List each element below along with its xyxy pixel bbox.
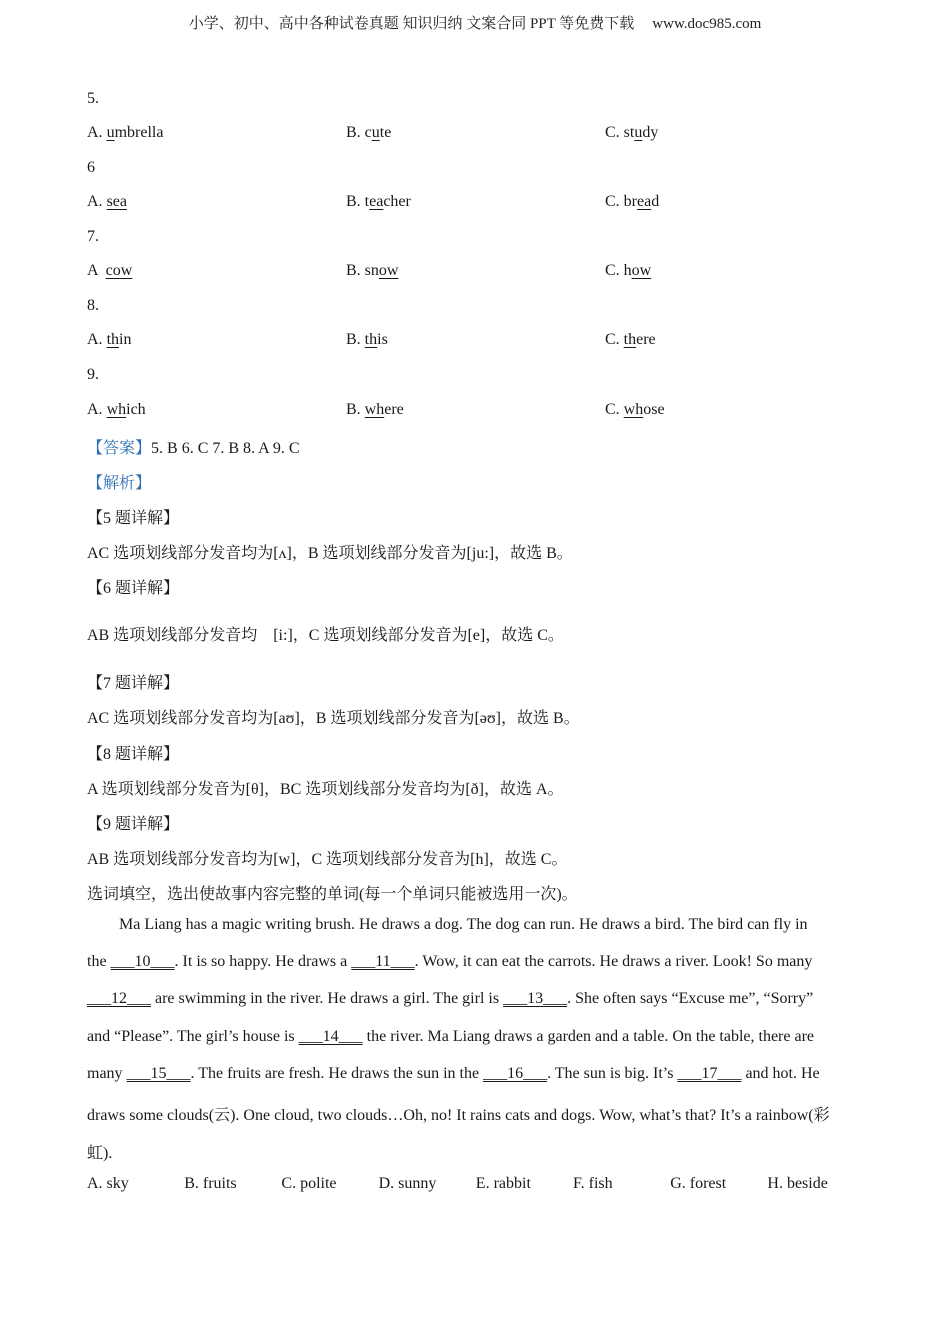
passage-text: many (87, 1065, 127, 1082)
question-number: 5. (87, 90, 99, 107)
word-bank-item: B. fruits (184, 1175, 237, 1192)
word-bank-item: G. forest (670, 1175, 727, 1192)
passage-text: . The fruits are fresh. He draws the sun in the (190, 1065, 484, 1082)
option-text: B. sn (346, 262, 379, 279)
passage-line (87, 1140, 867, 1163)
passage-text: . It is so happy. He draws a (174, 953, 352, 970)
option-text: A. (87, 331, 107, 348)
option-text: B. t (346, 193, 370, 210)
blank: ___15___ (126, 1065, 191, 1082)
blank: ___16___ (483, 1065, 548, 1082)
underlined-letters: cow (105, 262, 133, 279)
option-text: C. (605, 331, 624, 348)
option-text: mbrella (114, 124, 164, 141)
option-text: ere (384, 401, 404, 418)
option-text: B. (346, 401, 365, 418)
passage-text: the river. Ma Liang draws a garden and a table. On the table, there are (362, 1028, 815, 1045)
option-a (87, 124, 163, 142)
blank: ___17___ (677, 1065, 742, 1082)
detail-title: 【6 题详解】 (87, 580, 180, 597)
underlined-letters: u (106, 124, 115, 141)
option-text: C. (605, 401, 624, 418)
option-c (605, 193, 659, 211)
passage-text: and hot. He (741, 1065, 820, 1082)
passage-line (87, 953, 867, 971)
option-text: B. (346, 331, 365, 348)
option-text: ose (643, 401, 665, 418)
option-text: C. br (605, 193, 637, 210)
answer-label: 【答案】 (87, 440, 152, 457)
underlined-letters: u (371, 124, 380, 141)
passage-text: . She often says “Excuse me”, “Sorry” (567, 990, 814, 1007)
blank: ___14___ (298, 1028, 363, 1045)
word-bank-item: H. beside (767, 1175, 828, 1192)
underlined-letters: ow (631, 262, 652, 279)
underlined-letters: wh (106, 401, 127, 418)
option-b (346, 124, 391, 142)
detail-text: AB 选项划线部分发音均为[w]，C 选项划线部分发音为[h]，故选 C。 (87, 851, 568, 868)
option-text: B. c (346, 124, 372, 141)
option-text: d (651, 193, 660, 210)
passage-text: and “Please”. The girl’s house is (87, 1028, 299, 1045)
blank: ___10___ (110, 953, 175, 970)
underlined-letters: u (634, 124, 643, 141)
option-text: A. (87, 401, 107, 418)
passage-text: are swimming in the river. He draws a girl. The girl is (151, 990, 504, 1007)
analysis-label: 【解析】 (87, 475, 152, 492)
passage-text: the (87, 953, 111, 970)
option-text: ich (126, 401, 146, 418)
detail-title: 【9 题详解】 (87, 816, 180, 833)
word-bank-item: F. fish (573, 1175, 613, 1192)
passage-text: . The sun is big. It’s (547, 1065, 678, 1082)
detail-text: AC 选项划线部分发音均为[ʌ]，B 选项划线部分发音为[ju:]，故选 B。 (87, 545, 573, 562)
detail-title: 【8 题详解】 (87, 746, 180, 763)
underlined-letters: th (623, 331, 637, 348)
passage-line (87, 1102, 867, 1125)
option-b (346, 401, 404, 419)
question-number: 6 (87, 159, 95, 176)
option-b (346, 331, 388, 349)
header-url[interactable]: www.doc985.com (652, 16, 762, 32)
detail-text: A 选项划线部分发音为[θ]，BC 选项划线部分发音均为[ð]，故选 A。 (87, 781, 564, 798)
passage-text: draws some clouds(云). One cloud, two clouds…Oh, no! It rains cats and dogs. Wow, what’s that? It’s a rainbow(彩 (87, 1107, 830, 1124)
detail-title: 【7 题详解】 (87, 675, 180, 692)
passage-text: 虹). (87, 1145, 113, 1162)
passage-text: . Wow, it can eat the carrots. He draws a river. Look! So many (414, 953, 813, 970)
word-bank-item: D. sunny (378, 1175, 437, 1192)
option-text: A (87, 262, 106, 279)
option-c (605, 401, 665, 419)
option-c (605, 331, 656, 349)
option-b (346, 262, 398, 280)
option-text: in (119, 331, 132, 348)
option-text: A. (87, 124, 107, 141)
blank: ___12___ (87, 990, 151, 1007)
word-bank-item: E. rabbit (475, 1175, 531, 1192)
option-text: ere (636, 331, 656, 348)
header-text: 小学、初中、高中各种试卷真题 知识归纳 文案合同 PPT 等免费下载 (188, 16, 635, 32)
option-c (605, 124, 658, 142)
option-text: te (379, 124, 392, 141)
option-c (605, 262, 651, 280)
answer-line (87, 435, 300, 458)
detail-text: AC 选项划线部分发音均为[aʊ]，B 选项划线部分发音为[əʊ]，故选 B。 (87, 710, 580, 727)
blank: ___11___ (351, 953, 415, 970)
passage-line (87, 990, 867, 1008)
option-text: dy (642, 124, 659, 141)
option-text: C. h (605, 262, 632, 279)
passage-line (87, 916, 867, 934)
question-number: 7. (87, 228, 99, 245)
word-bank-item: C. polite (281, 1175, 337, 1192)
word-bank-item: A. sky (87, 1175, 129, 1192)
question-number: 9. (87, 366, 99, 383)
answer-text: 5. B 6. C 7. B 8. A 9. C (151, 440, 300, 457)
option-a (87, 331, 131, 349)
underlined-letters: sea (106, 193, 127, 210)
option-text: cher (383, 193, 411, 210)
underlined-letters: wh (364, 401, 385, 418)
underlined-letters: th (106, 331, 120, 348)
underlined-letters: ea (369, 193, 384, 210)
passage-text: Ma Liang has a magic writing brush. He draws a dog. The dog can run. He draws a bird. The bird can fly in (87, 916, 808, 933)
underlined-letters: ea (637, 193, 652, 210)
option-a (87, 401, 146, 419)
detail-title: 【5 题详解】 (87, 510, 180, 527)
underlined-letters: ow (378, 262, 399, 279)
option-text: is (377, 331, 388, 348)
option-a (87, 262, 132, 280)
page-header (0, 12, 950, 33)
passage-line (87, 1065, 867, 1083)
blank: ___13___ (503, 990, 568, 1007)
underlined-letters: th (364, 331, 378, 348)
detail-text: AB 选项划线部分发音均 [i:]，C 选项划线部分发音为[e]，故选 C。 (87, 627, 564, 644)
option-b (346, 193, 411, 211)
question-number: 8. (87, 297, 99, 314)
option-text: A. (87, 193, 107, 210)
option-text: C. st (605, 124, 635, 141)
passage-line (87, 1028, 867, 1046)
underlined-letters: wh (623, 401, 644, 418)
option-a (87, 193, 127, 211)
cloze-instruction: 选词填空，选出使故事内容完整的单词(每一个单词只能被选用一次)。 (87, 886, 578, 903)
